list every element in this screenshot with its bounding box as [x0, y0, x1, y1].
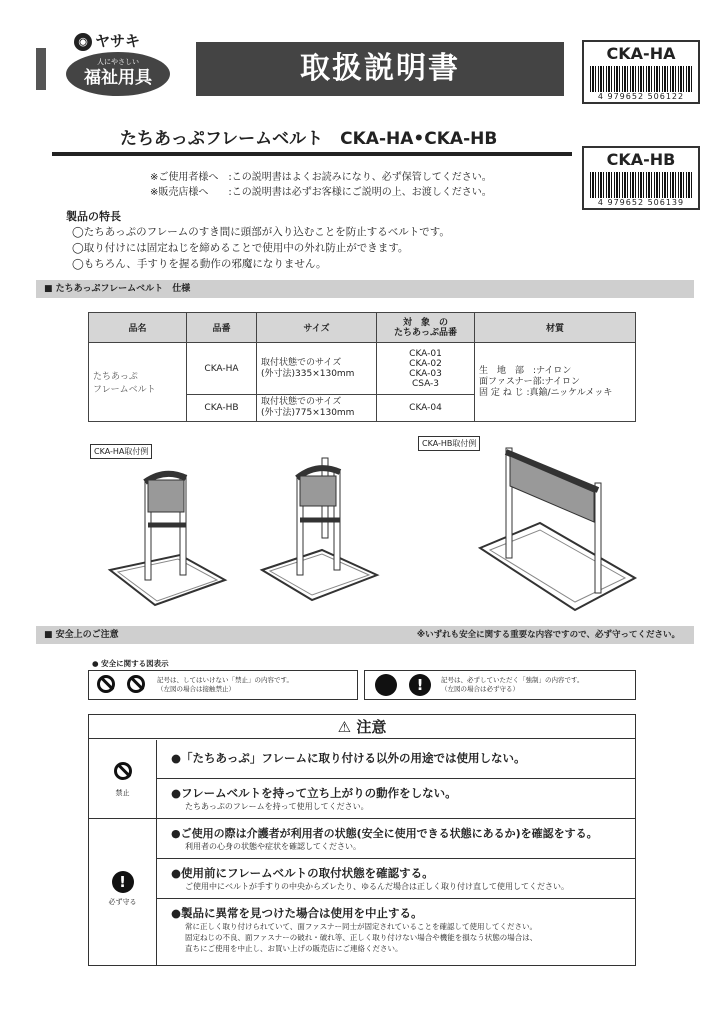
- product-code: CKA-HA: [606, 44, 676, 63]
- features-title: 製品の特長: [66, 210, 121, 223]
- header-targets: 対 象 の たちあっぷ品番: [377, 313, 475, 343]
- header-accent-bar: [36, 48, 46, 90]
- feature-item: ◯もちろん、手すりを握る動作の邪魔になりません。: [72, 258, 327, 270]
- caution-table: [88, 714, 636, 966]
- series-tagline: 人にやさしい: [97, 58, 139, 66]
- caution-title: ⚠ 注意: [89, 715, 635, 739]
- ha-example-label: CKA-HA取付例: [90, 444, 152, 459]
- series-name: 福祉用具: [84, 68, 152, 88]
- ha-example-illustration-2: [252, 450, 382, 620]
- safety-section-title: ■ 安全上のご注意: [44, 630, 119, 640]
- ha-example-illustration-1: [100, 460, 230, 620]
- exclamation-icon: !: [409, 674, 431, 696]
- brand-name: ヤサキ: [95, 32, 141, 50]
- divider: [52, 152, 572, 156]
- size-cell: 取付状態でのサイズ (外寸法)335×130mm: [257, 343, 377, 395]
- targets-cell: CKA-01 CKA-02 CKA-03 CSA-3: [377, 343, 475, 395]
- brand-logo: [74, 30, 140, 51]
- prohibit-cell: [89, 740, 157, 818]
- mandatory-cell: [89, 818, 157, 965]
- header-material: 材質: [475, 313, 636, 343]
- prohibit-icon: [114, 762, 132, 780]
- symbol-legend-title: ● 安全に関する図表示: [92, 659, 169, 668]
- barcode-icon: [590, 172, 692, 198]
- feature-item: ◯たちあっぷのフレームのすき間に頭部が入り込むことを防止するベルトです。: [72, 226, 450, 238]
- spec-section-header: [36, 280, 694, 298]
- barcode-icon: [590, 66, 692, 92]
- caution-item: [157, 740, 635, 778]
- caution-main: ●ご使用の際は介護者が利用者の状態(安全に使用できる状態にあるか)を確認をする。: [171, 827, 598, 840]
- page-title: 取扱説明書: [196, 42, 564, 96]
- barcode-digits: 4 979652 506122: [597, 92, 685, 101]
- caution-sub: ご使用中にベルトが手すりの中央からズレたり、ゆるんだ場合は正しく取り付け直して使用してください。: [185, 882, 569, 891]
- header-name: 品名: [89, 313, 187, 343]
- caution-item: [157, 818, 635, 858]
- mandatory-dot-icon: [375, 674, 397, 696]
- safety-section-note: ※いずれも安全に関する重要な内容ですので、必ず守ってください。: [416, 630, 680, 640]
- user-note: ※ご使用者様へ :この説明書はよくお読みになり、必ず保管してください。: [150, 172, 492, 183]
- safety-section-header: [36, 626, 694, 644]
- product-code: CKA-HB: [606, 150, 676, 169]
- caution-main: ●製品に異常を見つけた場合は使用を中止する。: [171, 906, 423, 920]
- caution-main: ●フレームベルトを持って立ち上がりの動作をしない。: [171, 786, 457, 800]
- prohibit-legend-text: 記号は、してはいけない「禁止」の内容です。 （左図の場合は接触禁止）: [157, 676, 293, 693]
- no-touch-icon: [127, 675, 145, 693]
- dealer-note: ※販売店様へ :この説明書は必ずお客様にご説明の上、お渡しください。: [150, 187, 492, 198]
- exclamation-icon: !: [112, 871, 134, 893]
- caution-item: [157, 778, 635, 818]
- caution-item: [157, 898, 635, 965]
- mandatory-legend-text: 記号は、必ずしていただく「強制」の内容です。 （左図の場合は必ず守る）: [441, 676, 584, 693]
- code-cell: CKA-HA: [187, 343, 257, 395]
- product-code-box-hb: [582, 146, 700, 210]
- table-row: [89, 343, 636, 395]
- code-cell: CKA-HB: [187, 395, 257, 422]
- caution-sub: 常に正しく取り付けられていて、面ファスナー同士が固定されていることを確認して使用してください。 固定ねじの不良、面ファスナーの破れ・破れ等、正しく取り付けない場合や機能を損なう状態の場合は、 直ちにご使用を中止し、お買い上げの販売店にご連絡ください。: [185, 922, 538, 953]
- caution-sub: たちあっぷのフレームを持って使用してください。: [185, 802, 369, 811]
- mandatory-label: 必ず守る: [108, 898, 137, 906]
- series-logo: [66, 52, 170, 96]
- caution-main: ●使用前にフレームベルトの取付状態を確認する。: [171, 866, 434, 880]
- size-cell: 取付状態でのサイズ (外寸法)775×130mm: [257, 395, 377, 422]
- barcode-digits: 4 979652 506139: [597, 198, 685, 207]
- prohibit-label: 禁止: [115, 789, 130, 797]
- targets-cell: CKA-04: [377, 395, 475, 422]
- spec-section-title: ■ たちあっぷフレームベルト 仕様: [44, 284, 191, 294]
- header-size: サイズ: [257, 313, 377, 343]
- caution-sub: 利用者の心身の状態や症状を確認してください。: [185, 842, 361, 851]
- spec-table: [88, 312, 636, 422]
- product-subtitle: たちあっぷフレームベルト CKA-HA•CKA-HB: [120, 129, 498, 149]
- header-code: 品番: [187, 313, 257, 343]
- hb-example-illustration: [470, 438, 640, 618]
- feature-item: ◯取り付けには固定ねじを締めることで使用中の外れ防止ができます。: [72, 242, 409, 254]
- product-code-box-ha: [582, 40, 700, 104]
- material-cell: 生 地 部 :ナイロン 面ファスナー部:ナイロン 固 定 ね じ :真鍮/ニッケルメッキ: [475, 343, 636, 422]
- prohibit-icon: [97, 675, 115, 693]
- hb-example-label: CKA-HB取付例: [418, 436, 480, 451]
- mandatory-legend: [364, 670, 636, 700]
- product-name-cell: たちあっぷ フレームベルト: [89, 343, 187, 422]
- prohibit-legend: [88, 670, 358, 700]
- table-header-row: [89, 313, 636, 343]
- caution-main: ●「たちあっぷ」フレームに取り付ける以外の用途では使用しない。: [171, 751, 526, 765]
- brand-circle-icon: ◉: [74, 33, 92, 51]
- caution-item: [157, 858, 635, 898]
